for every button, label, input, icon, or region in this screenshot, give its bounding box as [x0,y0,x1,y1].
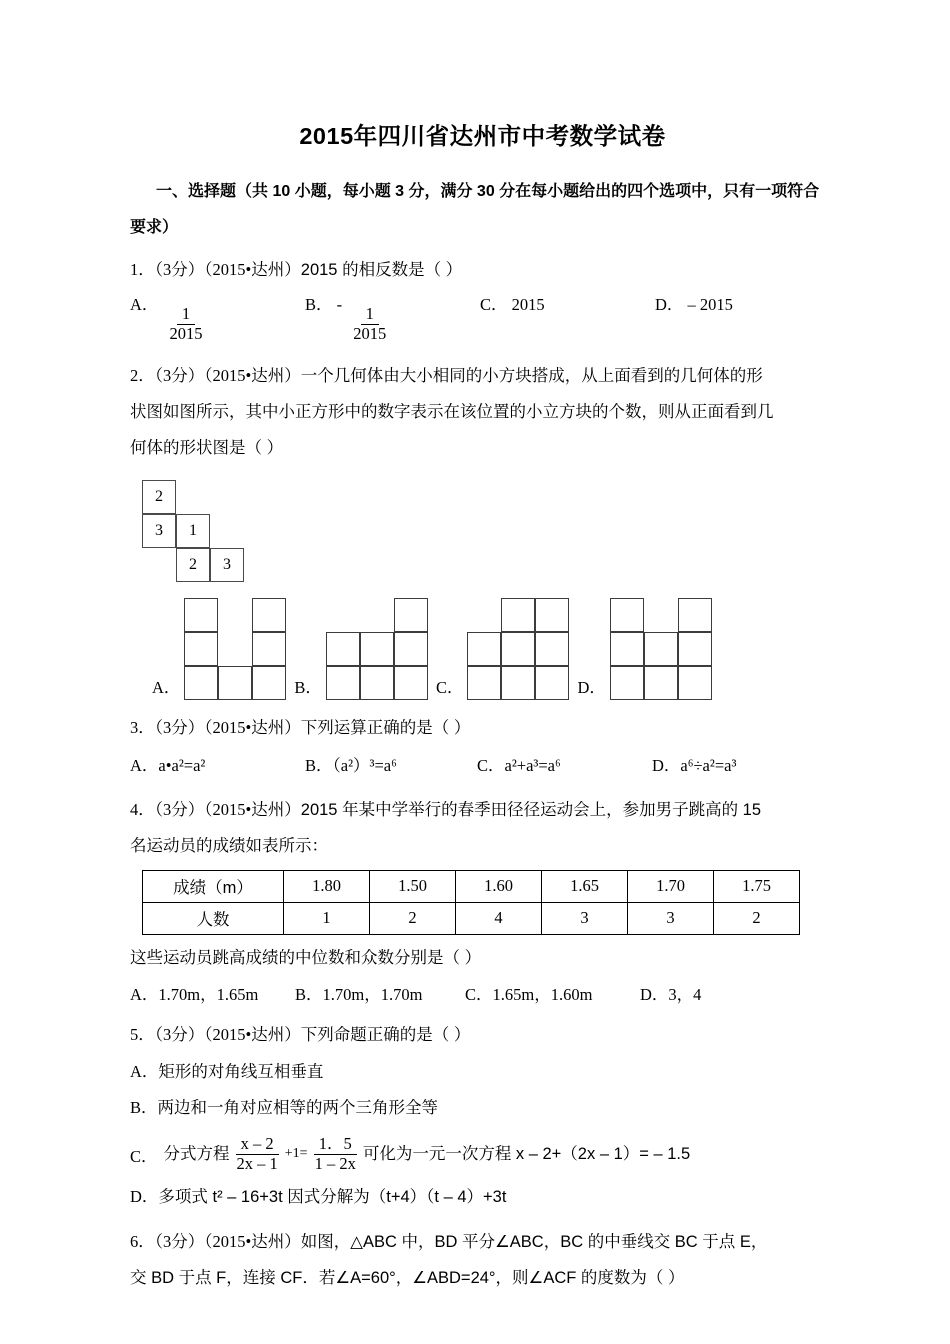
shape-grid-b [326,598,428,700]
q4-stem-line-2: 名运动员的成绩如表所示： [130,836,328,855]
q5-stem: 下列命题正确的是（ ） [300,1025,471,1044]
q1-option-b[interactable] [305,290,480,344]
q5-option-c-label: C． [130,1146,158,1166]
fraction-numerator: 1 [177,305,195,325]
q4-options [130,977,835,1013]
cell-value: 2 [189,555,197,573]
fraction-denominator: 2015 [169,323,203,343]
q4-option-a-label: A． [130,984,159,1004]
q4-option-d-text: 3，4 [668,984,702,1004]
q5-option-d[interactable] [130,1180,835,1214]
q4-number: 4． [130,799,155,819]
q4-option-b[interactable] [295,977,465,1013]
fraction-denominator: 1 – 2x [314,1153,356,1173]
question-1 [130,252,835,288]
score-cell-5: 1.70 [628,870,714,902]
top-view-cell-r2c1 [142,514,176,548]
q4-option-d-label: D． [640,984,669,1004]
score-cell-1: 1.80 [284,870,370,902]
q3-option-c[interactable] [477,748,652,784]
q6-source: （2015•达州） [204,1231,301,1251]
q6-stem-line-1: 如图，△ABC 中，BD 平分∠ABC，BC 的中垂线交 BC 于点 E， [300,1232,768,1251]
q4-option-c[interactable] [465,977,640,1013]
top-view-cell-r3c2 [176,548,210,582]
q3-option-c-label: C． [477,755,505,775]
cell-value: 3 [223,555,231,573]
q4-option-a-text: 1.70m，1.65m [158,984,259,1004]
score-cell-3: 1.60 [456,870,542,902]
fraction-denominator: 2x – 1 [236,1153,278,1173]
table-row [143,870,800,902]
q2-shape-c-label: C． [435,677,464,697]
q3-option-d[interactable] [652,748,736,784]
q5-option-c[interactable] [130,1135,835,1174]
q2-shape-option-a[interactable] [152,598,286,700]
count-cell-3: 4 [456,902,542,934]
cell-value: 2 [155,487,163,505]
q2-shape-d-label: D． [577,677,606,697]
q5-fraction-1 [232,1135,283,1174]
q4-option-c-text: 1.65m，1.60m [492,984,593,1004]
count-cell-2: 2 [370,902,456,934]
q2-points: （3分） [154,365,205,385]
q5-fraction-2 [310,1135,361,1174]
q3-option-b-label: B． [305,755,333,775]
q1-option-a-label: A． [130,295,159,315]
q3-option-c-expr: a²+a³=a⁶ [504,755,561,775]
q5-number: 5． [130,1024,155,1044]
q2-shape-option-c[interactable] [436,598,570,700]
q5-option-c-suffix: 可化为一元一次方程 x – 2+（2x – 1）= – 1.5 [362,1145,691,1164]
count-cell-6: 2 [714,902,800,934]
q4-scores-table [142,870,800,935]
shape-grid-d [610,598,712,700]
q5-points: （3分） [154,1024,205,1044]
q2-shape-b-label: B． [294,677,322,697]
q4-option-a[interactable] [130,977,295,1013]
score-cell-4: 1.65 [542,870,628,902]
q1-option-b-fraction [348,305,391,344]
q5-option-c-mid: +1= [284,1146,308,1162]
row-header-count: 人数 [143,902,284,934]
q5-option-d-text: 多项式 t² – 16+3t 因式分解为（t+4）（t – 4）+3t [158,1187,507,1206]
fraction-numerator: x – 2 [236,1135,279,1155]
count-cell-4: 3 [542,902,628,934]
q3-option-a-expr: a•a²=a² [158,755,206,775]
q3-option-d-label: D． [652,755,681,775]
q4-source: （2015•达州） [204,799,301,819]
q2-top-view-diagram [142,480,835,584]
q1-source: （2015•达州） [204,260,301,280]
q3-option-a[interactable] [130,748,305,784]
section-heading: 一、选择题（共 10 小题，每小题 3 分，满分 30 分在每小题给出的四个选项中，只有一项符合要求） [130,183,820,237]
q1-option-c[interactable] [480,290,655,344]
shape-grid-c [467,598,569,700]
q3-source: （2015•达州） [204,717,301,737]
q5-option-b-label: B． [130,1097,158,1117]
q2-stem-line-1: 一个几何体由大小相同的小方块搭成，从上面看到的几何体的形 [300,366,763,385]
q4-stem-line-1: 2015 年某中学举行的春季田径径运动会上，参加男子跳高的 15 [300,800,762,819]
question-3 [130,710,835,746]
q1-option-c-text: 2015 [511,295,545,315]
top-view-cell-r2c2 [176,514,210,548]
q6-stem-line-2: 交 BD 于点 F，连接 CF．若∠A=60°，∠ABD=24°，则∠ACF 的度数为（ ） [130,1268,685,1287]
q6-number: 6． [130,1231,155,1251]
q3-option-b[interactable] [305,748,477,784]
question-6 [130,1224,835,1296]
q4-option-d[interactable] [640,977,701,1013]
q1-number: 1． [130,260,155,280]
shape-grid-a [184,598,286,700]
q1-points: （3分） [154,260,205,280]
q5-option-a-label: A． [130,1061,159,1081]
q5-option-a-text: 矩形的对角线互相垂直 [158,1062,324,1081]
q1-option-a-fraction [165,305,208,344]
q1-option-c-label: C． [480,295,508,315]
q2-number: 2． [130,365,155,385]
top-view-cell-r1c1 [142,480,176,514]
q4-points: （3分） [154,799,205,819]
count-cell-1: 1 [284,902,370,934]
q5-option-a[interactable] [130,1055,835,1089]
q1-option-a[interactable] [130,290,305,344]
q5-source: （2015•达州） [204,1024,301,1044]
question-5 [130,1017,835,1053]
count-cell-5: 3 [628,902,714,934]
table-row [143,902,800,934]
q1-option-d-label: D． [655,295,684,315]
q1-stem: 2015 的相反数是（ ） [300,261,463,280]
q3-option-d-expr: a⁶÷a²=a³ [680,755,737,775]
q4-option-b-label: B． [295,984,323,1004]
q2-shape-option-b[interactable] [294,598,428,700]
q1-option-b-label: B． [305,295,333,315]
minus-sign: - [336,295,343,315]
cell-value: 1 [189,521,197,539]
row-header-score: 成绩（m） [143,870,284,902]
question-4 [130,792,835,864]
q4-option-b-text: 1.70m，1.70m [322,984,423,1004]
page-title: 2015年四川省达州市中考数学试卷 [299,123,666,149]
q3-option-a-label: A． [130,755,159,775]
q6-points: （3分） [154,1231,205,1251]
q4-follow-up: 这些运动员跳高成绩的中位数和众数分别是（ ） [130,948,482,967]
q5-option-d-label: D． [130,1186,159,1206]
q3-points: （3分） [154,717,205,737]
top-view-cell-r3c3 [210,548,244,582]
q5-option-c-prefix: 分式方程 [163,1145,230,1164]
q3-number: 3． [130,717,155,737]
q2-stem-line-2: 状图如图所示，其中小正方形中的数字表示在该位置的小立方块的个数，则从正面看到几 [130,402,774,421]
q3-stem: 下列运算正确的是（ ） [300,718,471,737]
q5-option-b[interactable] [130,1091,835,1125]
q2-stem-line-3: 何体的形状图是（ ） [130,438,284,457]
q2-shape-options [152,592,835,700]
q3-options [130,748,835,784]
score-cell-2: 1.50 [370,870,456,902]
fraction-numerator: 1．5 [314,1135,357,1155]
fraction-denominator: 2015 [353,323,387,343]
q2-shape-a-label: A． [152,677,181,697]
q4-option-c-label: C． [465,984,493,1004]
q1-options [130,290,835,344]
q2-source: （2015•达州） [204,365,301,385]
q1-option-d[interactable] [655,290,733,344]
fraction-numerator: 1 [361,305,379,325]
q3-option-b-expr: （a²）³=a⁶ [332,755,397,775]
cell-value: 3 [155,521,163,539]
score-cell-6: 1.75 [714,870,800,902]
q5-option-b-text: 两边和一角对应相等的两个三角形全等 [157,1098,439,1117]
question-2 [130,358,835,466]
q1-option-d-text: – 2015 [687,295,733,315]
q2-shape-option-d[interactable] [577,598,711,700]
